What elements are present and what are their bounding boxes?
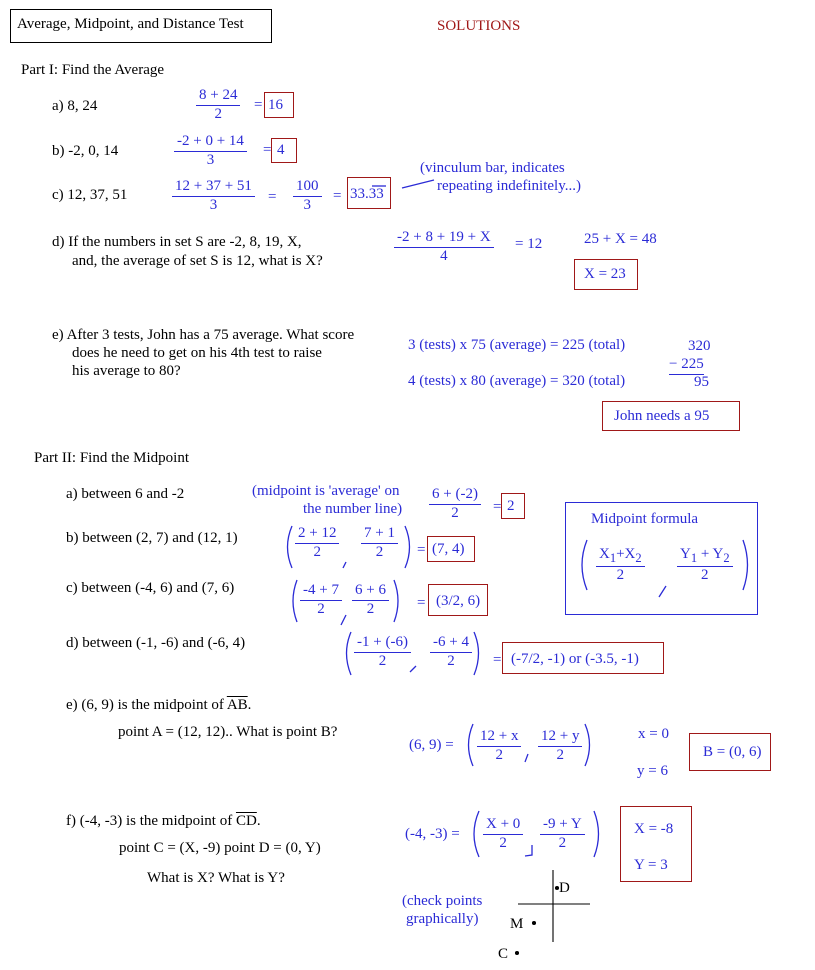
p2f-answer-x: X = -8 — [634, 821, 674, 837]
p2e-x-value: x = 0 — [638, 726, 669, 742]
p2f-denominator-y: 2 — [558, 834, 567, 851]
p2f-segment-cd: $\overline{CD}$ — [235, 813, 257, 829]
p1a-question: a) 8, 24 — [52, 98, 98, 114]
p2a-answer: 2 — [507, 498, 515, 514]
formula-y-denominator: 2 — [701, 567, 709, 584]
p2f-question-line2: point C = (X, -9) point D = (0, Y) — [119, 840, 321, 856]
p2d-right-paren — [474, 632, 479, 675]
p2b-denominator-x: 2 — [313, 543, 321, 560]
formula-x-denominator: 2 — [616, 567, 625, 584]
p2e-y-value: y = 6 — [637, 763, 668, 779]
p2f-check-line2: graphically) — [406, 911, 479, 927]
p1e-work-line2: 4 (tests) x 80 (average) = 320 (total) — [408, 373, 626, 389]
p2d-denominator-y: 2 — [447, 652, 455, 669]
p1d-answer: X = 23 — [584, 266, 626, 282]
p2d-answer: (-7/2, -1) or (-3.5, -1) — [511, 651, 639, 667]
p1d-numerator: -2 + 8 + 19 + X — [394, 230, 494, 248]
p2e-lhs: (6, 9) = — [409, 737, 454, 753]
p1d-equals: = 12 — [515, 236, 543, 252]
p2e-comma — [525, 754, 528, 762]
p2e-denominator-y: 2 — [556, 746, 564, 763]
p2f-denominator-x: 2 — [499, 834, 507, 851]
formula-x-numerator: $X_1+X_2$ — [596, 547, 645, 567]
worksheet-title: Average, Midpoint, and Distance Test — [17, 16, 244, 32]
graph-point-m-label: M — [510, 916, 524, 932]
p1a-denominator: 2 — [214, 105, 222, 122]
part2-heading: Part II: Find the Midpoint — [34, 450, 189, 466]
p2f-right-paren — [594, 811, 599, 857]
formula-comma — [659, 586, 666, 597]
p2e-denominator-x: 2 — [495, 746, 503, 763]
p1e-sub-middle: − 225 — [669, 356, 704, 375]
p2c-left-paren — [293, 580, 297, 622]
graph-point-d — [556, 887, 559, 890]
graph-point-c-label: C — [498, 946, 509, 962]
p2f-comma — [525, 845, 532, 856]
p2c-equals: = — [417, 595, 426, 611]
graph-point-d-label: D — [559, 880, 570, 896]
p2f-left-paren — [474, 811, 479, 857]
p1e-answer: John needs a 95 — [614, 408, 710, 424]
formula-left-paren — [582, 540, 587, 590]
p2f-answer-y: Y = 3 — [634, 857, 668, 873]
p2a-note-line2: the number line) — [303, 501, 403, 517]
formula-y-numerator: $Y_1 + Y_2$ — [677, 547, 733, 567]
p2d-question: d) between (-1, -6) and (-6, 4) — [66, 635, 246, 651]
p2b-answer: (7, 4) — [432, 541, 465, 557]
p2e-left-paren — [469, 724, 474, 766]
p1c-numerator: 12 + 37 + 51 — [172, 179, 255, 197]
solutions-label: SOLUTIONS — [437, 18, 521, 34]
p1d-denominator: 4 — [440, 247, 448, 264]
p2a-denominator: 2 — [451, 504, 459, 521]
p2b-left-paren — [288, 526, 293, 568]
p2f-lhs: (-4, -3) = — [405, 826, 460, 842]
p2f-question-text: f) (-4, -3) is the midpoint of — [66, 813, 236, 829]
p2e-question-text: e) (6, 9) is the midpoint of — [66, 697, 227, 713]
p1e-sub-result: 95 — [694, 374, 709, 390]
p2b-question: b) between (2, 7) and (12, 1) — [66, 530, 238, 546]
p2a-numerator: 6 + (-2) — [429, 487, 481, 505]
p1c-note-line2: repeating indefinitely...) — [437, 178, 581, 194]
p2e-numerator-x: 12 + x — [477, 729, 521, 747]
p1c-numerator-2: 100 — [293, 179, 322, 197]
note-pointer-line — [402, 180, 434, 188]
graph-point-m — [533, 922, 536, 925]
p2b-numerator-x: 2 + 12 — [295, 526, 339, 544]
p2e-answer: B = (0, 6) — [703, 744, 762, 760]
p2f-check-line1: (check points — [402, 893, 483, 909]
p1d-question-line2: and, the average of set S is 12, what is X? — [72, 253, 323, 269]
p2b-numerator-y: 7 + 1 — [361, 526, 398, 544]
p1c-equals-2: = — [333, 188, 342, 204]
p1e-question-line1: e) After 3 tests, John has a 75 average. What score — [52, 327, 355, 343]
p2c-denominator-x: 2 — [317, 600, 325, 617]
graph-point-c — [516, 952, 519, 955]
p2f-numerator-x: X + 0 — [483, 817, 523, 835]
p2d-denominator-x: 2 — [378, 652, 387, 669]
p1c-question: c) 12, 37, 51 — [52, 187, 128, 203]
p2f-question-line3: What is X? What is Y? — [147, 870, 285, 886]
p2b-equals: = — [417, 542, 426, 558]
p2e-question-line2: point A = (12, 12).. What is point B? — [118, 724, 338, 740]
p1c-equals-1: = — [268, 189, 277, 205]
p1c-denominator-2: 3 — [303, 196, 311, 213]
p1b-answer: 4 — [277, 142, 285, 158]
p2e-right-paren — [585, 724, 590, 766]
p2c-right-paren — [394, 580, 398, 622]
p1c-note-line1: (vinculum bar, indicates — [420, 160, 565, 176]
p1c-answer: 33.33 — [350, 186, 384, 202]
p2c-comma — [341, 615, 346, 625]
p2d-comma — [410, 666, 416, 672]
part1-heading: Part I: Find the Average — [21, 62, 165, 78]
p2e-numerator-y: 12 + y — [538, 729, 582, 747]
p1b-equals: = — [263, 142, 272, 158]
p1d-step: 25 + X = 48 — [584, 231, 657, 247]
p1b-question: b) -2, 0, 14 — [52, 143, 119, 159]
p2e-segment-ab: $\overline{AB}$ — [226, 697, 248, 713]
p1e-question-line3: his average to 80? — [72, 363, 181, 379]
p2c-denominator-y: 2 — [366, 600, 375, 617]
p2d-equals: = — [493, 652, 502, 668]
p2f-question-period: . — [256, 813, 261, 829]
p2b-right-paren — [405, 526, 410, 568]
p1c-denominator: 3 — [209, 196, 218, 213]
p2b-comma — [343, 562, 346, 568]
p2c-answer: (3/2, 6) — [436, 593, 481, 609]
p2a-note-line1: (midpoint is 'average' on — [252, 483, 400, 499]
p2a-question: a) between 6 and -2 — [66, 486, 185, 502]
p2f-numerator-y: -9 + Y — [540, 817, 585, 835]
p1e-work-line1: 3 (tests) x 75 (average) = 225 (total) — [408, 337, 626, 353]
p2b-denominator-y: 2 — [375, 543, 384, 560]
p2e-question-period: . — [247, 697, 252, 713]
p1b-numerator: -2 + 0 + 14 — [174, 134, 247, 152]
p1d-question-line1: d) If the numbers in set S are -2, 8, 19, X, — [52, 234, 302, 250]
p2a-equals: = — [493, 499, 502, 515]
p2c-question: c) between (-4, 6) and (7, 6) — [66, 580, 235, 596]
p2d-left-paren — [347, 632, 352, 675]
p2d-numerator-y: -6 + 4 — [430, 635, 472, 653]
p2c-numerator-x: -4 + 7 — [300, 583, 342, 601]
p2c-numerator-y: 6 + 6 — [352, 583, 389, 601]
p1e-question-line2: does he need to get on his 4th test to raise — [72, 345, 322, 361]
p1e-sub-top: 320 — [688, 338, 711, 354]
midpoint-formula-title: Midpoint formula — [591, 511, 699, 527]
p2d-numerator-x: -1 + (-6) — [354, 635, 411, 653]
p1a-equals: = — [254, 97, 263, 113]
p1a-answer: 16 — [268, 97, 283, 113]
p1b-denominator: 3 — [206, 151, 215, 168]
p1a-numerator: 8 + 24 — [196, 88, 240, 106]
formula-right-paren — [743, 540, 748, 590]
